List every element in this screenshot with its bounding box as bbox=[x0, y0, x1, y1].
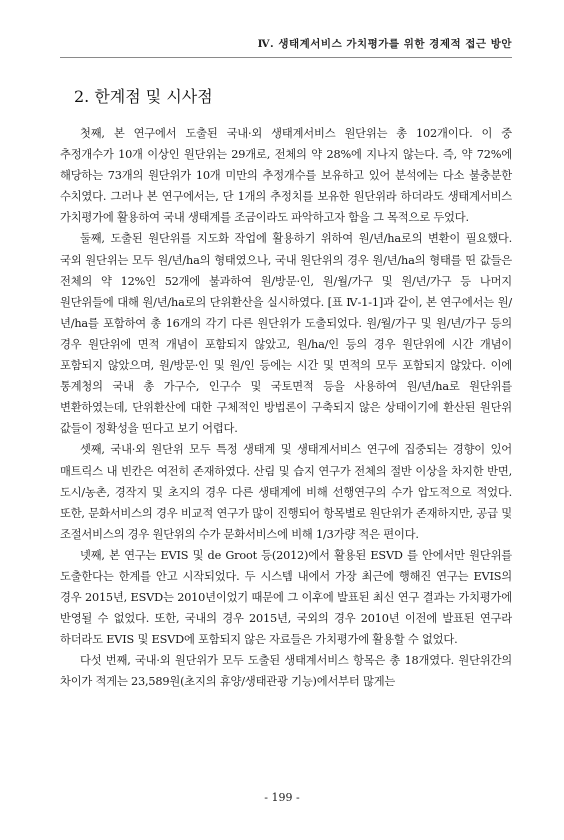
paragraph-first: 첫째, 본 연구에서 도출된 국내·외 생태계서비스 원단위는 총 102개이다. 이 중 추정개수가 10개 이상인 원단위는 29개로, 전체의 약 28%에 지나지 않는다. 즉, 약 72%에 해당하는 73개의 원단위가 10개 미만의 추정개수를 보유하고 있어 분석에는 다소 불충분한 수치였다. 그러나 본 연구에서는, 단 1개의 추정치를 보유한 원단위라 하더라도 생태계서비스 가치평가에 활용하여 국내 생태계를 조금이라도 파악하고자 함을 그 목적으로 두었다. bbox=[60, 127, 512, 225]
page-number: - 199 - bbox=[264, 791, 300, 804]
paragraph-fifth: 다섯 번째, 국내·외 원단위가 모두 도출된 생태계서비스 항목은 총 18개였다. 원단위간의 차이가 적게는 23,589원(초지의 휴양/생태관광 기능)에서부터 많게는 bbox=[60, 654, 512, 689]
paragraph-fourth: 넷째, 본 연구는 EVIS 및 de Groot 등(2012)에서 활용된 ESVD 를 안에서만 원단위를 도출한다는 한계를 안고 시작되었다. 두 시스템 내에서 가장 최근에 행해진 연구는 EVIS의 경우 2015년, ESVD는 2010년이었기 때문에 그 이후에 발표된 최신 연구 결과는 가치평가에 반영될 수 없었다. 또한, 국내의 경우 2015년, 국외의 경우 2010년 이전에 발표된 연구라 하더라도 EVIS 및 ESVD에 포함되지 않은 자료들은 가치평가에 활용할 수 없었다. bbox=[60, 548, 512, 647]
running-header: Ⅳ. 생태계서비스 가치평가를 위한 경제적 접근 방안 bbox=[257, 38, 512, 50]
header-rule bbox=[60, 57, 512, 58]
body-text bbox=[60, 123, 512, 693]
paragraph-third: 셋째, 국내·외 원단위 모두 특정 생태계 및 생태계서비스 연구에 집중되는 경향이 있어 매트릭스 내 빈칸은 여전히 존재하였다. 산림 및 습지 연구가 전체의 절반 이상을 차지한 반면, 도시/농촌, 경작지 및 초지의 경우 다른 생태계에 비해 선행연구의 수가 압도적으로 적었다. 또한, 문화서비스의 경우 비교적 연구가 많이 진행되어 항목별로 원단위가 존재하지만, 공급 및 조절서비스의 경우 원단위의 수가 문화서비스에 비해 1/3가량 적은 편이다. bbox=[60, 443, 512, 541]
section-title: 2. 한계점 및 시사점 bbox=[74, 87, 213, 106]
paragraph-second: 둘째, 도출된 원단위를 지도화 작업에 활용하기 위하여 원/년/ha로의 변환이 필요했다. 국외 원단위는 모두 원/년/ha의 형태였으나, 국내 원단위의 경우 원/년/ha의 형태를 띤 값들은 전체의 약 12%인 52개에 불과하여 원/방문·인, 원/월/가구 및 원/년/가구 등 나머지 원단위들에 대해 원/년/ha로의 단위환산을 실시하였다. [표 Ⅳ-1-1]과 같이, 본 연구에서는 원/년/ha를 포함하여 총 16개의 각기 다른 원단위가 도출되었다. 원/월/가구 및 원/년/가구 등의 경우 원단위에 면적 개념이 포함되지 않았고, 원/ha/인 등의 경우 원단위에 시간 개념이 포함되지 않았으며, 원/방문·인 및 원/인 등에는 시간 및 면적의 모두 포함되지 않았다. 이에 통계청의 국내 총 가구수, 인구수 및 국토면적 등을 사용하여 원/년/ha로 원단위를 변환하였는데, 단위환산에 대한 구체적인 방법론이 구축되지 않은 상태이기에 환산된 원단위 값들이 정확성을 띤다고 보기 어렵다. bbox=[60, 232, 512, 436]
